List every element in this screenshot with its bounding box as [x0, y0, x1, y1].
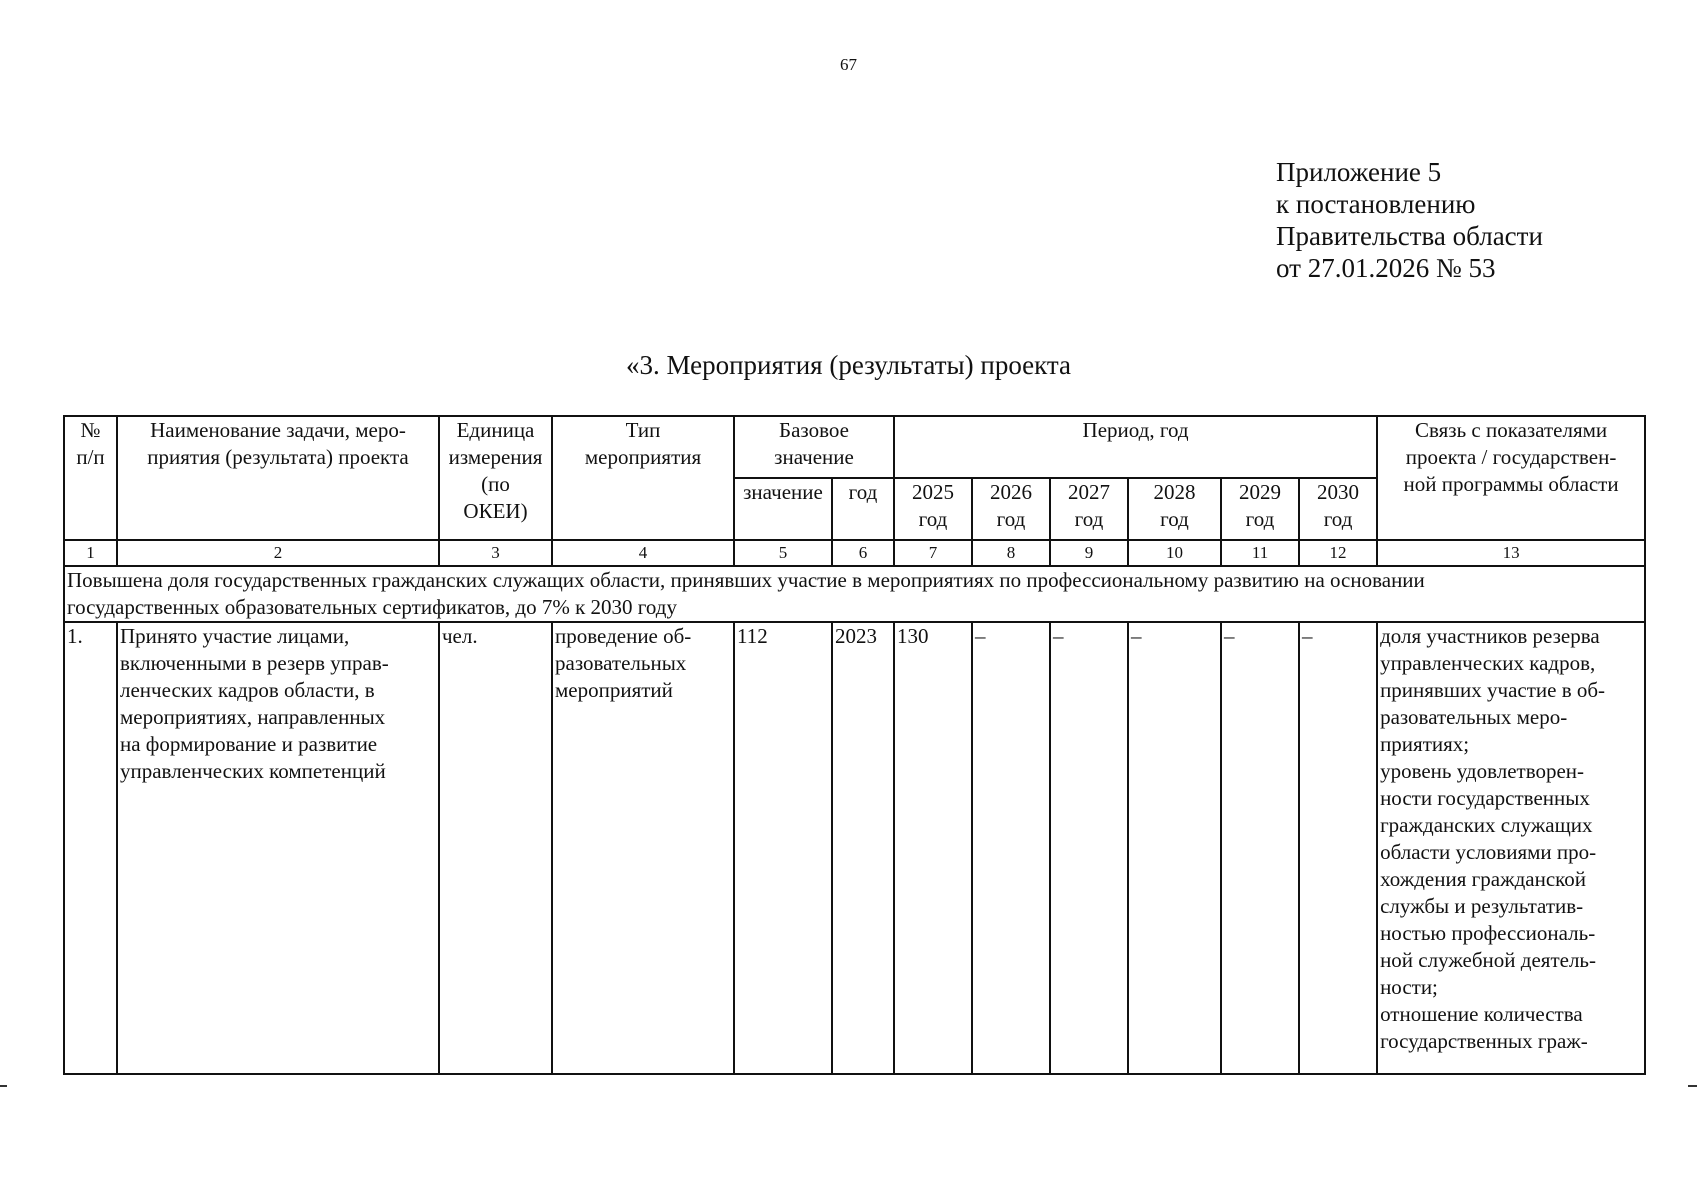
cell-text: управленческих компетенций: [120, 759, 386, 783]
cell-link: [1377, 622, 1645, 1074]
cell-text: уровень удовлетворен-: [1380, 759, 1585, 783]
column-number: 12: [1299, 540, 1377, 566]
cell-base-value: 112: [734, 622, 832, 1074]
header-text: ной программы области: [1403, 472, 1619, 496]
cell-text: разовательных меро-: [1380, 705, 1568, 729]
table-row: [64, 622, 1645, 1074]
cell-text: ности государственных: [1380, 786, 1590, 810]
cell-text: на формирование и развитие: [120, 732, 378, 756]
header-text: год: [848, 480, 878, 504]
header-text: п/п: [76, 445, 105, 469]
header-period: [894, 416, 1377, 478]
column-number: 11: [1221, 540, 1299, 566]
header-text: год: [1074, 507, 1104, 531]
column-number: 9: [1050, 540, 1128, 566]
header-text: год: [918, 507, 948, 531]
header-text: 2026: [990, 480, 1033, 504]
cell-text: проведение об-: [555, 624, 692, 648]
column-number: 13: [1377, 540, 1645, 566]
cell-text: включенными в резерв управ-: [120, 651, 389, 675]
header-year-2026: [972, 478, 1050, 540]
column-number: 5: [734, 540, 832, 566]
header-link: [1377, 416, 1645, 540]
cell-2026: –: [972, 622, 1050, 1074]
cell-text: Принято участие лицами,: [120, 624, 350, 648]
column-number: 6: [832, 540, 894, 566]
task-row: [64, 566, 1645, 622]
header-text: Период, год: [1082, 418, 1189, 442]
header-row: [64, 416, 1645, 478]
header-name: [117, 416, 439, 540]
header-text: Связь с показателями: [1414, 418, 1608, 442]
cell-text: ленческих кадров области, в: [120, 678, 375, 702]
header-base-year: [832, 478, 894, 540]
cell-text: ностью профессиональ-: [1380, 921, 1596, 945]
cell-text: государственных граж-: [1380, 1029, 1588, 1053]
header-text: ОКЕИ): [463, 499, 528, 523]
cell-2030: –: [1299, 622, 1377, 1074]
header-year-2027: [1050, 478, 1128, 540]
header-text: год: [1323, 507, 1353, 531]
column-number: 7: [894, 540, 972, 566]
header-text: 2029: [1239, 480, 1282, 504]
header-year-2025: [894, 478, 972, 540]
appendix-line: Приложение 5: [1276, 157, 1442, 187]
column-number: 1: [64, 540, 117, 566]
cell-text: принявших участие в об-: [1380, 678, 1606, 702]
header-text: значение: [774, 445, 854, 469]
cell-text: службы и результатив-: [1380, 894, 1584, 918]
cell-2028: –: [1128, 622, 1221, 1074]
cell-text: отношение количества: [1380, 1002, 1583, 1026]
scan-edge-mark: [1688, 1085, 1697, 1087]
header-base: [734, 416, 894, 478]
column-number: 2: [117, 540, 439, 566]
column-number: 3: [439, 540, 552, 566]
header-year-2030: [1299, 478, 1377, 540]
cell-name: [117, 622, 439, 1074]
header-text: приятия (результата) проекта: [147, 445, 409, 469]
cell-text: мероприятий: [555, 678, 673, 702]
header-type: [552, 416, 734, 540]
header-num: [64, 416, 117, 540]
cell-type: [552, 622, 734, 1074]
column-number: 8: [972, 540, 1050, 566]
cell-2029: –: [1221, 622, 1299, 1074]
cell-text: разовательных: [555, 651, 687, 675]
cell-text: хождения гражданской: [1380, 867, 1587, 891]
header-year-2028: [1128, 478, 1221, 540]
cell-text: доля участников резерва: [1380, 624, 1600, 648]
measures-table: [63, 415, 1646, 1075]
cell-2025: 130: [894, 622, 972, 1074]
task-text: государственных образовательных сертификатов, до 7% к 2030 году: [67, 595, 677, 619]
cell-num: 1.: [64, 622, 117, 1074]
header-text: мероприятия: [584, 445, 702, 469]
cell-text: управленческих кадров,: [1380, 651, 1596, 675]
scan-edge-mark: [0, 1085, 7, 1087]
header-text: измерения: [448, 445, 543, 469]
cell-2027: –: [1050, 622, 1128, 1074]
header-text: год: [996, 507, 1026, 531]
header-unit: [439, 416, 552, 540]
header-text: значение: [743, 480, 823, 504]
header-text: 2025: [912, 480, 955, 504]
cell-text: области условиями про-: [1380, 840, 1597, 864]
cell-text: ности;: [1380, 975, 1438, 999]
cell-text: ной служебной деятель-: [1380, 948, 1596, 972]
page-number: 67: [840, 55, 857, 74]
appendix-line: к постановлению: [1276, 189, 1476, 219]
column-number-row: [64, 540, 1645, 566]
header-text: Единица: [456, 418, 535, 442]
header-text: Тип: [625, 418, 661, 442]
header-text: Наименование задачи, меро-: [150, 418, 406, 442]
cell-text: гражданских служащих: [1380, 813, 1593, 837]
header-base-value: [734, 478, 832, 540]
header-text: №: [80, 418, 101, 442]
cell-base-year: 2023: [832, 622, 894, 1074]
appendix-block: [1276, 156, 1543, 284]
header-text: (по: [481, 472, 510, 496]
header-text: год: [1245, 507, 1275, 531]
header-text: 2030: [1317, 480, 1360, 504]
header-text: год: [1160, 507, 1189, 531]
appendix-line: Правительства области: [1276, 221, 1543, 251]
column-number: 10: [1128, 540, 1221, 566]
header-text: 2028: [1153, 480, 1196, 504]
section-title: «3. Мероприятия (результаты) проекта: [625, 350, 1072, 380]
header-text: проекта / государствен-: [1405, 445, 1617, 469]
appendix-line: от 27.01.2026 № 53: [1276, 253, 1496, 283]
header-text: Базовое: [779, 418, 849, 442]
task-cell: [64, 566, 1645, 622]
column-number: 4: [552, 540, 734, 566]
cell-text: приятиях;: [1380, 732, 1470, 756]
cell-unit: чел.: [439, 622, 552, 1074]
header-text: 2027: [1068, 480, 1111, 504]
cell-text: мероприятиях, направленных: [120, 705, 386, 729]
task-text: Повышена доля государственных гражданских служащих области, принявших участие в мероприятиях по профессиональному развитию на основании: [67, 568, 1425, 592]
header-year-2029: [1221, 478, 1299, 540]
